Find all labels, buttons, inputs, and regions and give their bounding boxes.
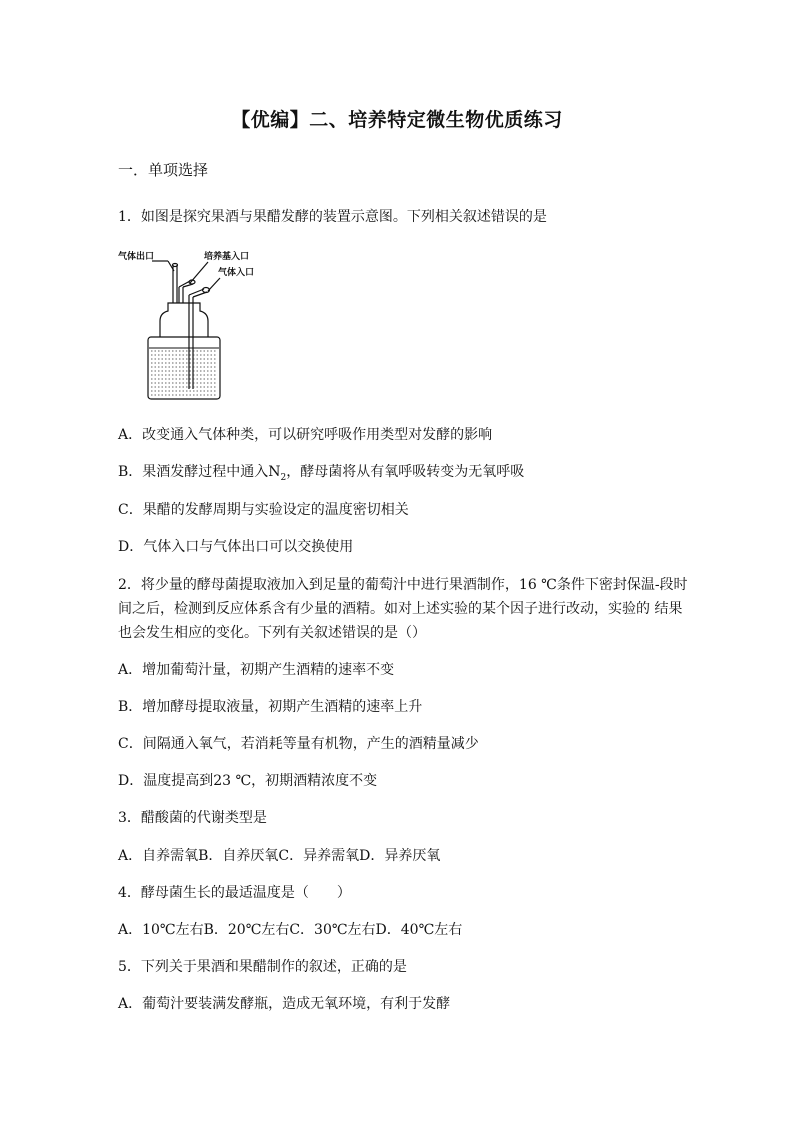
- q3-stem: 3．醋酸菌的代谢类型是: [118, 810, 267, 826]
- q5-option-a: A．葡萄汁要装满发酵瓶，造成无氧环境，有利于发酵: [118, 996, 451, 1012]
- section-heading: 一．单项选择: [118, 161, 209, 179]
- q4-options: A．10℃左右B．20℃左右C．30℃左右D．40℃左右: [118, 922, 463, 938]
- q1-option-c: C．果醋的发酵周期与实验设定的温度密切相关: [118, 502, 409, 518]
- q2-stem: 2．将少量的酵母菌提取液加入到足量的葡萄汁中进行果酒制作，16 ℃条件下密封保温-段时间之后，检测到反应体系含有少量的酒精。如对上述实验的某个因子进行改动，实验的 结果也会发生相应的变化。下列有关叙述错误的是（）: [118, 577, 688, 641]
- gas-inlet-label: 气体入口: [218, 268, 255, 278]
- q1-option-b: B．果酒发酵过程中通入$N_2$，酵母菌将从有氧呼吸转变为无氧呼吸: [118, 464, 525, 483]
- q3-options: A．自养需氧B．自养厌氧C．异养需氧D．异养厌氧: [118, 848, 441, 864]
- q2-option-b: B．增加酵母提取液量，初期产生酒精的速率上升: [118, 699, 423, 715]
- fermentation-apparatus-figure: [118, 247, 278, 407]
- q1-option-a: A．改变通入气体种类，可以研究呼吸作用类型对发酵的影响: [118, 427, 493, 443]
- q2-option-d: D．温度提高到23 ℃，初期酒精浓度不变: [118, 773, 378, 789]
- q1-stem: 1．如图是探究果酒与果醋发酵的装置示意图。下列相关叙述错误的是: [118, 209, 547, 225]
- q1-option-d: D．气体入口与气体出口可以交换使用: [118, 539, 354, 555]
- q4-stem: 4．酵母菌生长的最适温度是（ ）: [118, 885, 351, 901]
- gas-outlet-label: 气体出口: [118, 252, 155, 262]
- q5-stem: 5．下列关于果酒和果醋制作的叙述，正确的是: [118, 959, 407, 975]
- q2-option-a: A．增加葡萄汁量，初期产生酒精的速率不变: [118, 662, 395, 678]
- q2-option-c: C．间隔通入氧气，若消耗等量有机物，产生的酒精量减少: [118, 736, 479, 752]
- medium-inlet-label: 培养基入口: [204, 252, 250, 262]
- document-title: 【优编】二、培养特定微生物优质练习: [231, 109, 563, 131]
